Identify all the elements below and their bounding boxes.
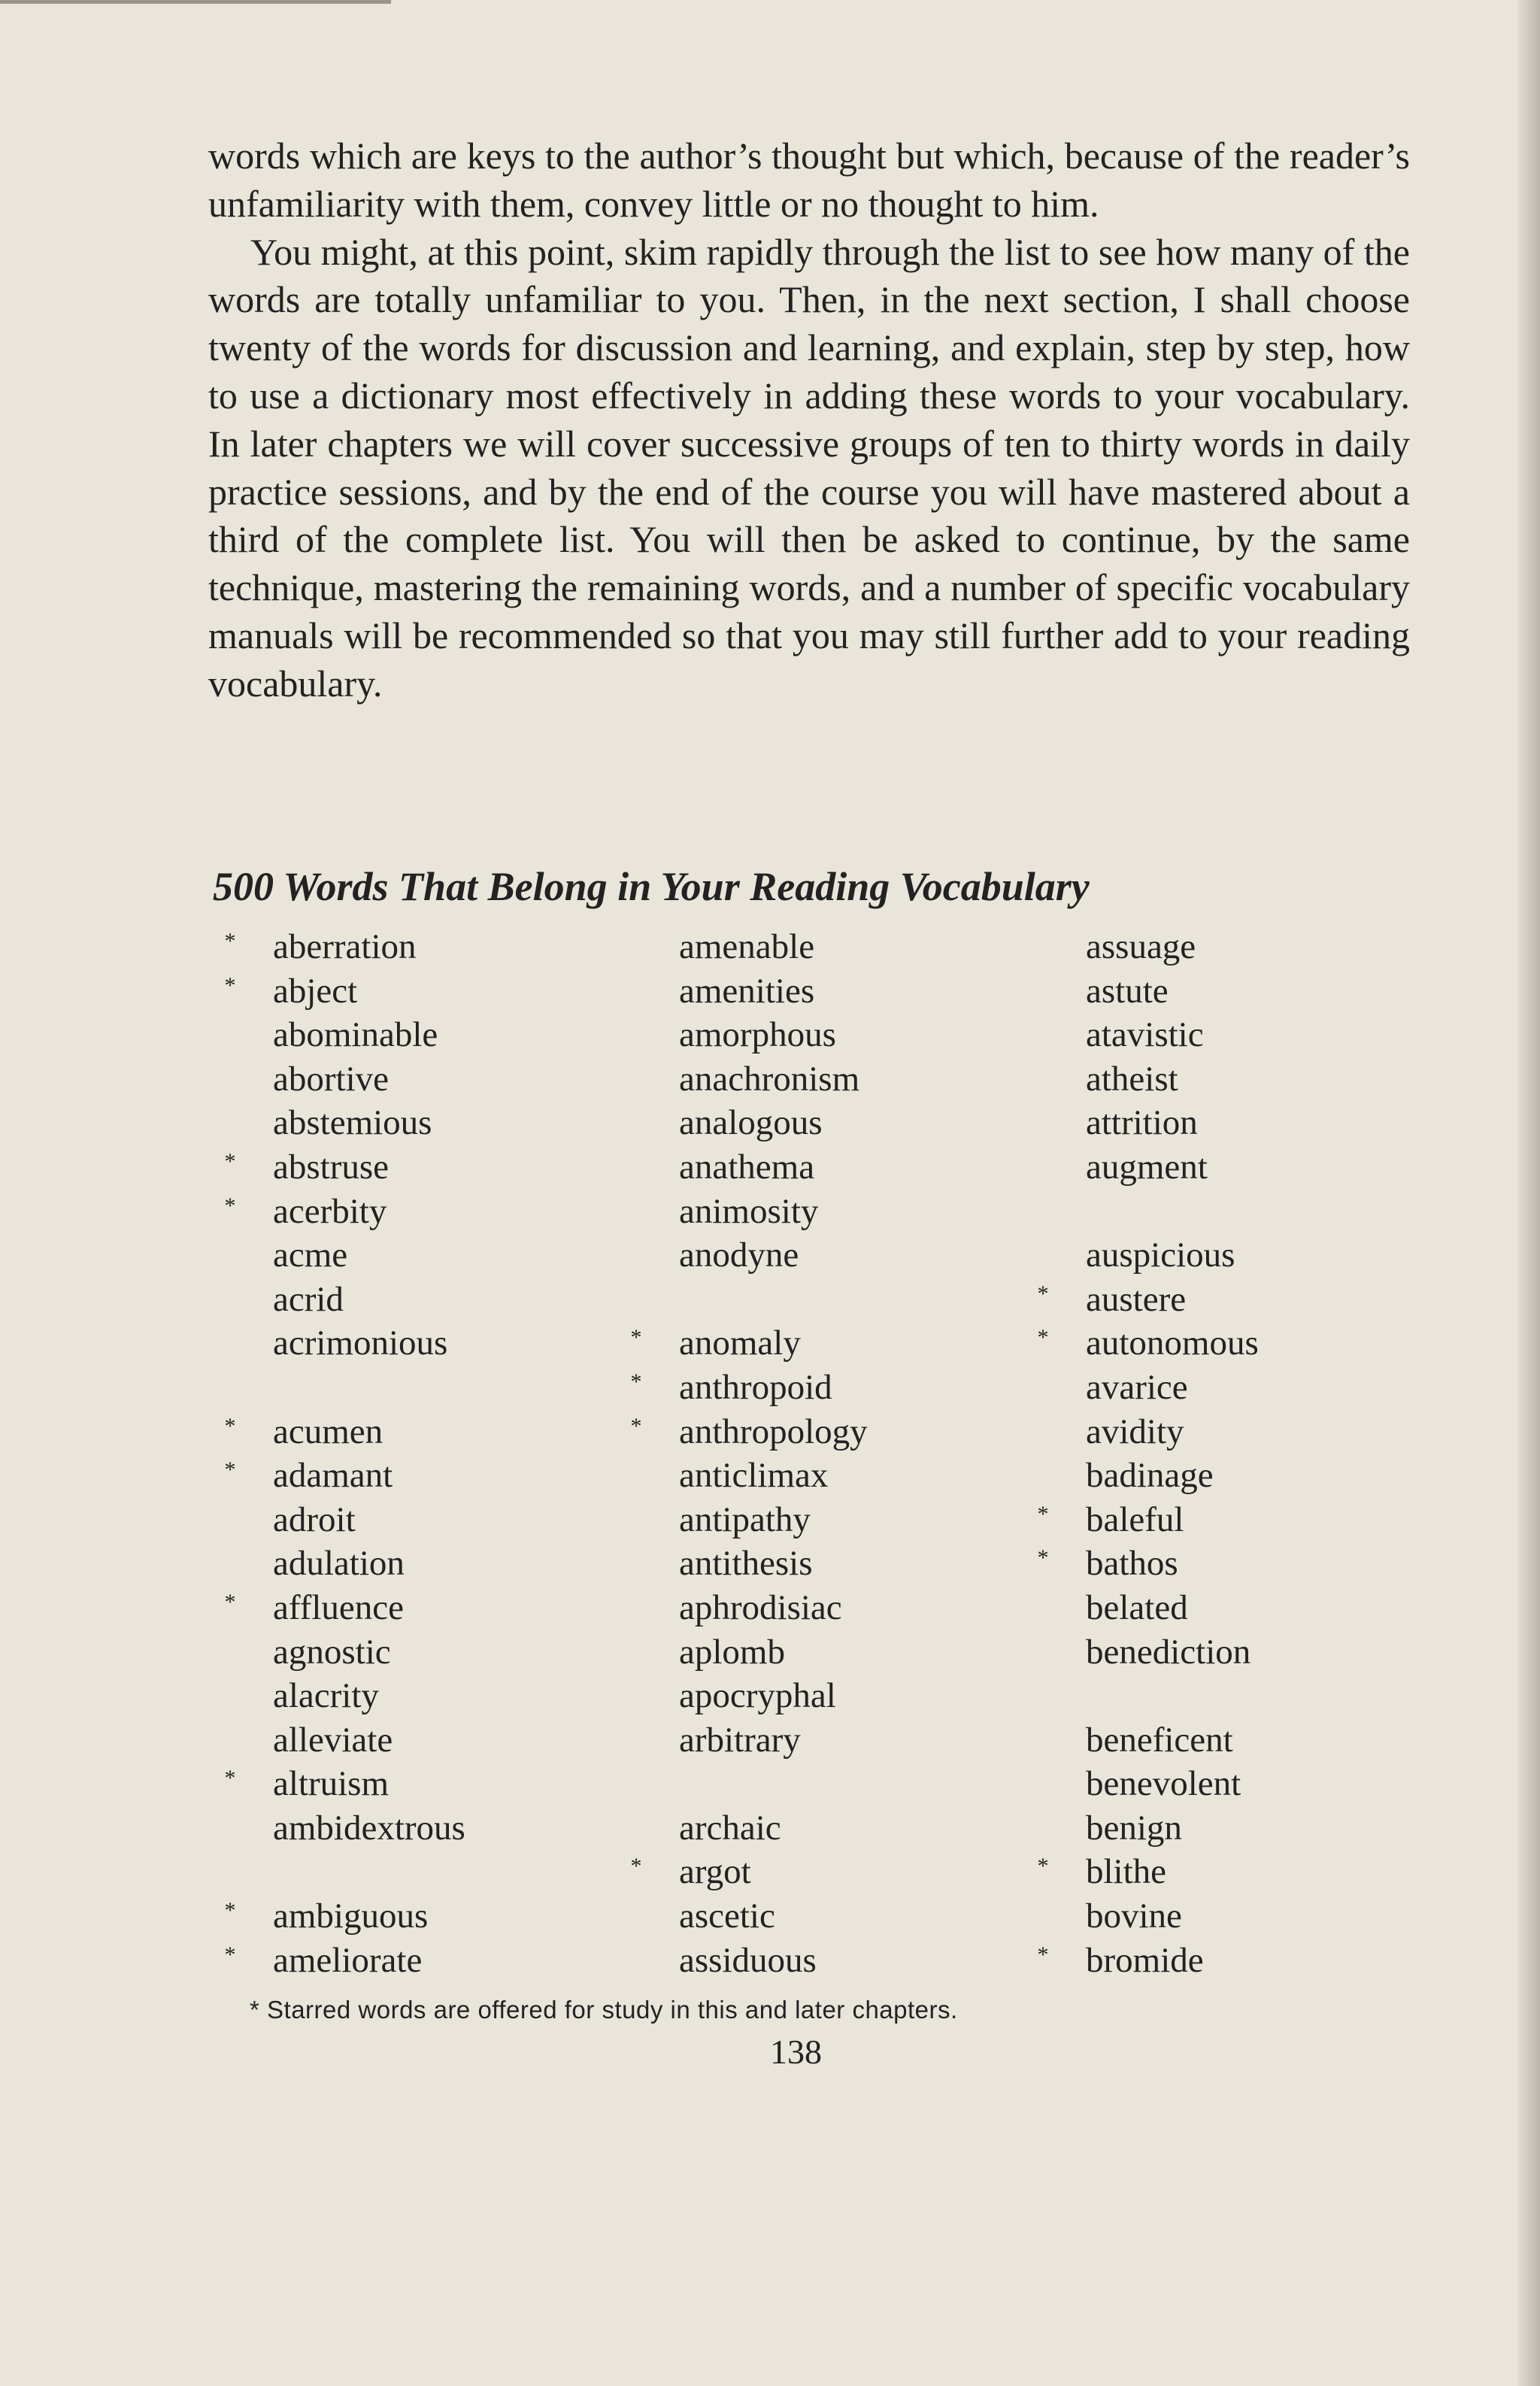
- word-list-item: [1086, 1233, 1259, 1278]
- word-text: abortive: [273, 1059, 389, 1099]
- body-text: [208, 132, 1410, 708]
- word-list-item: [273, 1630, 465, 1675]
- word-list-item: [679, 1542, 868, 1586]
- word-text: belated: [1086, 1587, 1188, 1627]
- star-marker: *: [1037, 1942, 1049, 1967]
- word-text: adulation: [273, 1544, 405, 1584]
- word-text: aphrodisiac: [679, 1587, 842, 1627]
- word-text: bovine: [1086, 1896, 1182, 1936]
- word-text: anthropoid: [679, 1367, 832, 1407]
- word-text: animosity: [679, 1191, 819, 1231]
- word-text: anachronism: [679, 1059, 860, 1099]
- word-list-item: [1086, 1806, 1259, 1851]
- word-list-item: [1086, 925, 1259, 969]
- word-text: augment: [1086, 1147, 1208, 1187]
- word-list-item: [679, 1454, 868, 1498]
- word-text: analogous: [679, 1103, 823, 1143]
- word-text: apocryphal: [679, 1676, 836, 1716]
- word-text: acme: [273, 1235, 348, 1275]
- word-list-item: [224, 1894, 465, 1939]
- word-text: benign: [1086, 1808, 1182, 1848]
- star-marker: *: [630, 1854, 642, 1879]
- word-list-item: [1086, 1145, 1259, 1190]
- word-text: argot: [679, 1852, 751, 1892]
- word-text: amorphous: [679, 1015, 836, 1055]
- page-top-rule: [0, 0, 391, 4]
- word-text: badinage: [1086, 1456, 1214, 1496]
- word-text: ascetic: [679, 1896, 775, 1936]
- footnote: * Starred words are offered for study in this and later chapters.: [250, 1996, 958, 2024]
- word-list-item: [679, 1939, 868, 1983]
- word-text: atheist: [1086, 1059, 1178, 1099]
- word-text: altruism: [273, 1764, 390, 1804]
- word-text: adamant: [273, 1456, 393, 1496]
- word-text: aplomb: [679, 1632, 785, 1672]
- word-text: ameliorate: [273, 1940, 423, 1980]
- word-text: amenable: [679, 927, 815, 966]
- word-list-item: [273, 1806, 465, 1851]
- word-list-item: [1086, 969, 1259, 1014]
- word-text: acerbity: [273, 1191, 387, 1231]
- group-spacer: [273, 1366, 465, 1410]
- word-text: alleviate: [273, 1720, 393, 1760]
- star-marker: *: [630, 1369, 642, 1394]
- word-list-item: [224, 1145, 465, 1190]
- star-marker: *: [224, 1148, 236, 1174]
- group-spacer: [273, 1850, 465, 1894]
- star-marker: *: [1037, 1501, 1049, 1526]
- word-list-item: [679, 1101, 868, 1145]
- word-text: agnostic: [273, 1632, 391, 1672]
- word-list-item: [273, 1321, 465, 1366]
- word-list-item: [1086, 1762, 1259, 1806]
- page-edge-shadow: [1517, 0, 1540, 2386]
- word-text: auspicious: [1086, 1235, 1235, 1275]
- word-list-item: [273, 1278, 465, 1322]
- word-list-item: [1086, 1718, 1259, 1763]
- star-marker: *: [630, 1325, 642, 1351]
- word-list-item: [273, 1542, 465, 1586]
- word-text: antipathy: [679, 1499, 811, 1539]
- word-list-item: [630, 1366, 868, 1410]
- word-list-item: [679, 1674, 868, 1718]
- word-text: assiduous: [679, 1940, 817, 1980]
- word-text: archaic: [679, 1808, 781, 1848]
- star-marker: *: [224, 972, 236, 998]
- word-text: beneficent: [1086, 1720, 1233, 1760]
- word-list-item: [679, 1233, 868, 1278]
- word-text: abominable: [273, 1015, 438, 1055]
- word-list-item: [630, 1410, 868, 1454]
- word-list-item: [273, 1674, 465, 1718]
- word-list-item: [679, 1145, 868, 1190]
- star-marker: *: [224, 1413, 236, 1439]
- page-number: 138: [770, 2033, 822, 2071]
- word-list-item: [273, 1718, 465, 1763]
- word-text: arbitrary: [679, 1720, 801, 1760]
- word-text: anticlimax: [679, 1456, 829, 1496]
- word-text: anodyne: [679, 1235, 799, 1275]
- word-list-item: [224, 1762, 465, 1806]
- word-list-item: [1086, 1410, 1259, 1454]
- word-list-item: [1037, 1498, 1259, 1542]
- word-list-item: [273, 1498, 465, 1542]
- word-list-item: [1037, 1321, 1259, 1366]
- word-column-1: [224, 925, 465, 1982]
- word-text: amenities: [679, 971, 815, 1011]
- word-list-item: [1086, 1366, 1259, 1410]
- word-text: acrid: [273, 1279, 344, 1319]
- word-list-item: [679, 1013, 868, 1057]
- word-list-item: [1086, 1057, 1259, 1102]
- word-list-item: [273, 1013, 465, 1057]
- word-list-item: [224, 1454, 465, 1498]
- word-column-2: [630, 925, 868, 1982]
- word-list-item: [679, 1894, 868, 1939]
- word-text: austere: [1086, 1279, 1187, 1319]
- word-text: ambidextrous: [273, 1808, 465, 1848]
- star-marker: *: [224, 1457, 236, 1483]
- star-marker: *: [1037, 1281, 1049, 1306]
- word-list-item: [224, 925, 465, 969]
- word-list-item: [679, 1498, 868, 1542]
- word-text: anathema: [679, 1147, 815, 1187]
- word-list-item: [1037, 1850, 1259, 1894]
- word-text: anomaly: [679, 1323, 801, 1363]
- word-text: avidity: [1086, 1411, 1184, 1451]
- word-list-item: [273, 1057, 465, 1102]
- word-text: attrition: [1086, 1103, 1198, 1143]
- paragraph-instructions: You might, at this point, skim rapidly through the list to see how many of the words are totally unfamiliar to you. Then, in the next section, I shall choose twenty of the words for discussion and learning, and explain, step by step, how to use a dictionary most effectively in adding these words to your vocabulary. In later chapters we will cover successive groups of ten to thirty words in daily practice sessions, and by the end of the course you will have mastered about a third of the complete list. You will then be asked to continue, by the same technique, mastering the remaining words, and a number of specific vocabulary manuals will be recommended so that you may still further add to your reading vocabulary.: [208, 230, 1410, 705]
- star-marker: *: [224, 1898, 236, 1924]
- word-list-item: [1086, 1013, 1259, 1057]
- word-list-item: [224, 969, 465, 1014]
- word-text: alacrity: [273, 1676, 379, 1716]
- word-text: bathos: [1086, 1544, 1178, 1584]
- star-marker: *: [224, 1942, 236, 1967]
- star-marker: *: [1037, 1325, 1049, 1351]
- star-marker: *: [224, 1193, 236, 1218]
- word-text: antithesis: [679, 1544, 813, 1584]
- word-list-item: [273, 1233, 465, 1278]
- word-list-item: [679, 1586, 868, 1630]
- word-text: acrimonious: [273, 1323, 448, 1363]
- group-spacer: [679, 1762, 868, 1806]
- word-list-item: [273, 1101, 465, 1145]
- word-text: astute: [1086, 971, 1169, 1011]
- word-list-item: [679, 1718, 868, 1763]
- group-spacer: [679, 1278, 868, 1322]
- word-list-item: [224, 1939, 465, 1983]
- word-list-item: [630, 1321, 868, 1366]
- word-list-item: [224, 1190, 465, 1234]
- word-list-item: [679, 1630, 868, 1675]
- word-text: autonomous: [1086, 1323, 1259, 1363]
- word-text: abject: [273, 971, 358, 1011]
- word-list-item: [1037, 1542, 1259, 1586]
- word-text: blithe: [1086, 1852, 1167, 1892]
- group-spacer: [1086, 1190, 1259, 1234]
- word-text: bromide: [1086, 1940, 1204, 1980]
- word-list-item: [679, 1057, 868, 1102]
- word-text: adroit: [273, 1499, 356, 1539]
- word-list-item: [679, 925, 868, 969]
- star-marker: *: [224, 929, 236, 953]
- word-list-item: [224, 1410, 465, 1454]
- paragraph-continuation: words which are keys to the author’s thought but which, because of the reader’s unfamiliarity with them, convey little or no thought to him.: [208, 135, 1410, 225]
- word-text: baleful: [1086, 1499, 1184, 1539]
- star-marker: *: [224, 1589, 236, 1614]
- word-list-item: [1086, 1101, 1259, 1145]
- word-list-item: [1086, 1630, 1259, 1675]
- star-marker: *: [630, 1413, 642, 1439]
- word-text: assuage: [1086, 927, 1196, 966]
- word-list-item: [1086, 1894, 1259, 1939]
- word-list-item: [1086, 1586, 1259, 1630]
- word-column-3: [1037, 925, 1259, 1982]
- word-text: anthropology: [679, 1411, 868, 1451]
- word-list-item: [1037, 1939, 1259, 1983]
- star-marker: *: [224, 1766, 236, 1791]
- star-marker: *: [1037, 1854, 1049, 1879]
- word-text: atavistic: [1086, 1015, 1204, 1055]
- word-text: avarice: [1086, 1367, 1188, 1407]
- word-text: affluence: [273, 1587, 404, 1627]
- word-list-item: [679, 1190, 868, 1234]
- word-text: ambiguous: [273, 1896, 429, 1936]
- word-list-item: [1086, 1454, 1259, 1498]
- word-list-item: [679, 1806, 868, 1851]
- word-text: abstemious: [273, 1103, 432, 1143]
- word-list-heading: 500 Words That Belong in Your Reading Vocabulary: [213, 864, 1090, 909]
- word-text: aberration: [273, 927, 417, 966]
- word-list-item: [224, 1586, 465, 1630]
- word-text: acumen: [273, 1411, 383, 1451]
- word-text: benediction: [1086, 1632, 1251, 1672]
- word-list-item: [630, 1850, 868, 1894]
- group-spacer: [1086, 1674, 1259, 1718]
- star-marker: *: [1037, 1545, 1049, 1571]
- word-list-item: [1037, 1278, 1259, 1322]
- word-text: benevolent: [1086, 1764, 1241, 1804]
- word-list-item: [679, 969, 868, 1014]
- word-text: abstruse: [273, 1147, 390, 1187]
